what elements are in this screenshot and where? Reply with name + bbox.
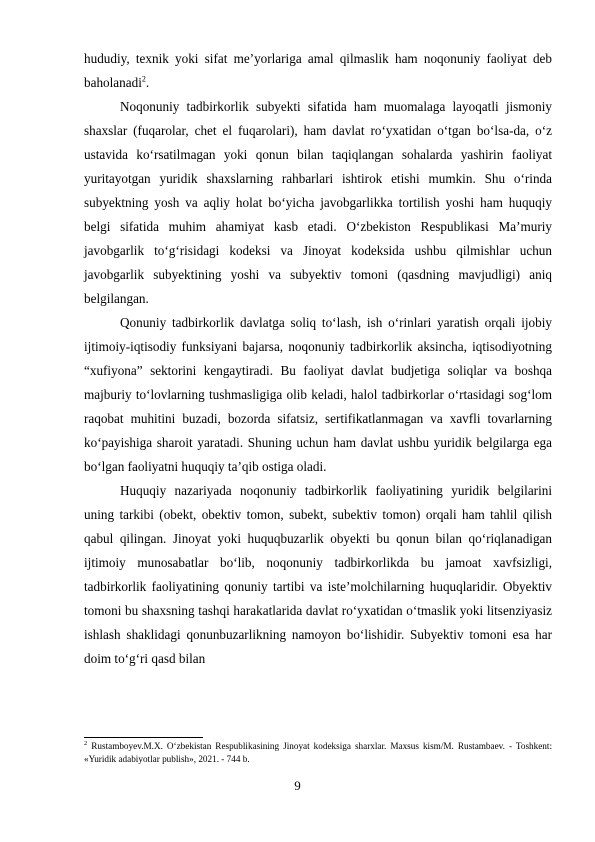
paragraph: Qonuniy tadbirkorlik davlatga soliq to‘lash, ish o‘rinlari yaratish orqali ijobiy ijtimoiy-iqtisodiy funksiyani bajarsa, noqonuniy tadbirkorlik aksincha, iqtisodiyotning “xufiyona” sektorini kengaytiradi. Bu faoliyat davlat budjetiga soliqlar va boshqa majburiy to‘lovlarning tushmasligiga olib keladi, halol tadbirkorlar o‘rtasidagi sog‘lom raqobat muhitini buzadi, bozorda sifatsiz, sertifikatlanmagan va xavfli tovarlarning ko‘payishiga sharoit yaratadi. Shuning uchun ham davlat ushbu yuridik belgilarga ega bo‘lgan faoliyatni huquqiy ta’qib ostiga oladi. [84, 315, 552, 474]
paragraph-end-punctuation: . [145, 75, 150, 90]
footnote-reference[interactable]: 2 [141, 74, 146, 84]
page-number: 9 [294, 778, 301, 793]
paragraph: Huquqiy nazariyada noqonuniy tadbirkorlik faoliyatining yuridik belgilarini uning tarkibi (obekt, obektiv tomon, subekt, subektiv tomon) orqali ham tahlil qilish qabul qilingan. Jinoyat yoki huquqbuzarlik obyekti bu qonun bilan qo‘riqlanadigan ijtimoiy munosabatlar bo‘lib, noqonuniy tadbirkorlikda bu jamoat xavfsizligi, tadbirkorlik faoliyatining qonuniy tartibi va iste’molchilarning huquqlaridir. Obyektiv tomoni bu shaxsning tashqi harakatlarida davlat ro‘yxatidan o‘tmaslik yoki litsenziyasiz ishlash shaklidagi qonunbuzarlikning namoyon bo‘lishidir. Subyektiv tomoni esa har doim to‘g‘ri qasd bilan [84, 483, 552, 666]
footnote-marker: 2 [84, 739, 88, 747]
paragraph-continuation [84, 47, 552, 95]
paragraph-text: hududiy, texnik yoki sifat me’yorlariga amal qilmaslik ham noqonuniy faoliyat deb baholanadi [84, 51, 552, 90]
footnote-text: Rustamboyev.M.X. O‘zbekistan Respublikasining Jinoyat kodeksiga sharxlar. Maxsus kism/M. Rustambaev. - Toshkent: «Yuridik adabiyotlar publish», 2021. - 744 b. [84, 741, 552, 764]
footnote-separator [84, 737, 203, 738]
paragraph: Noqonuniy tadbirkorlik subyekti sifatida ham muomalaga layoqatli jismoniy shaxslar (fuqarolar, chet el fuqarolari), ham davlat ro‘yxatidan o‘tgan bo‘lsa-da, o‘z ustavida ko‘rsatilmagan yoki qonun bilan taqiqlangan sohalarda yashirin faoliyat yuritayotgan yuridik shaxslarning rahbarlari ishtirok etishi mumkin. Shu o‘rinda subyektning yosh va aqliy holat bo‘yicha javobgarlikka tortilish yoshi ham huquqiy belgi sifatida muhim ahamiyat kasb etadi. O‘zbekiston Respublikasi Ma’muriy javobgarlik to‘g‘risidagi kodeksi va Jinoyat kodeksida ushbu qilmishlar uchun javobgarlik subyektining yoshi va subyektiv tomoni (qasdning mavjudligi) aniq belgilangan. [84, 99, 552, 306]
body-text [84, 47, 552, 671]
footnote [84, 740, 552, 766]
